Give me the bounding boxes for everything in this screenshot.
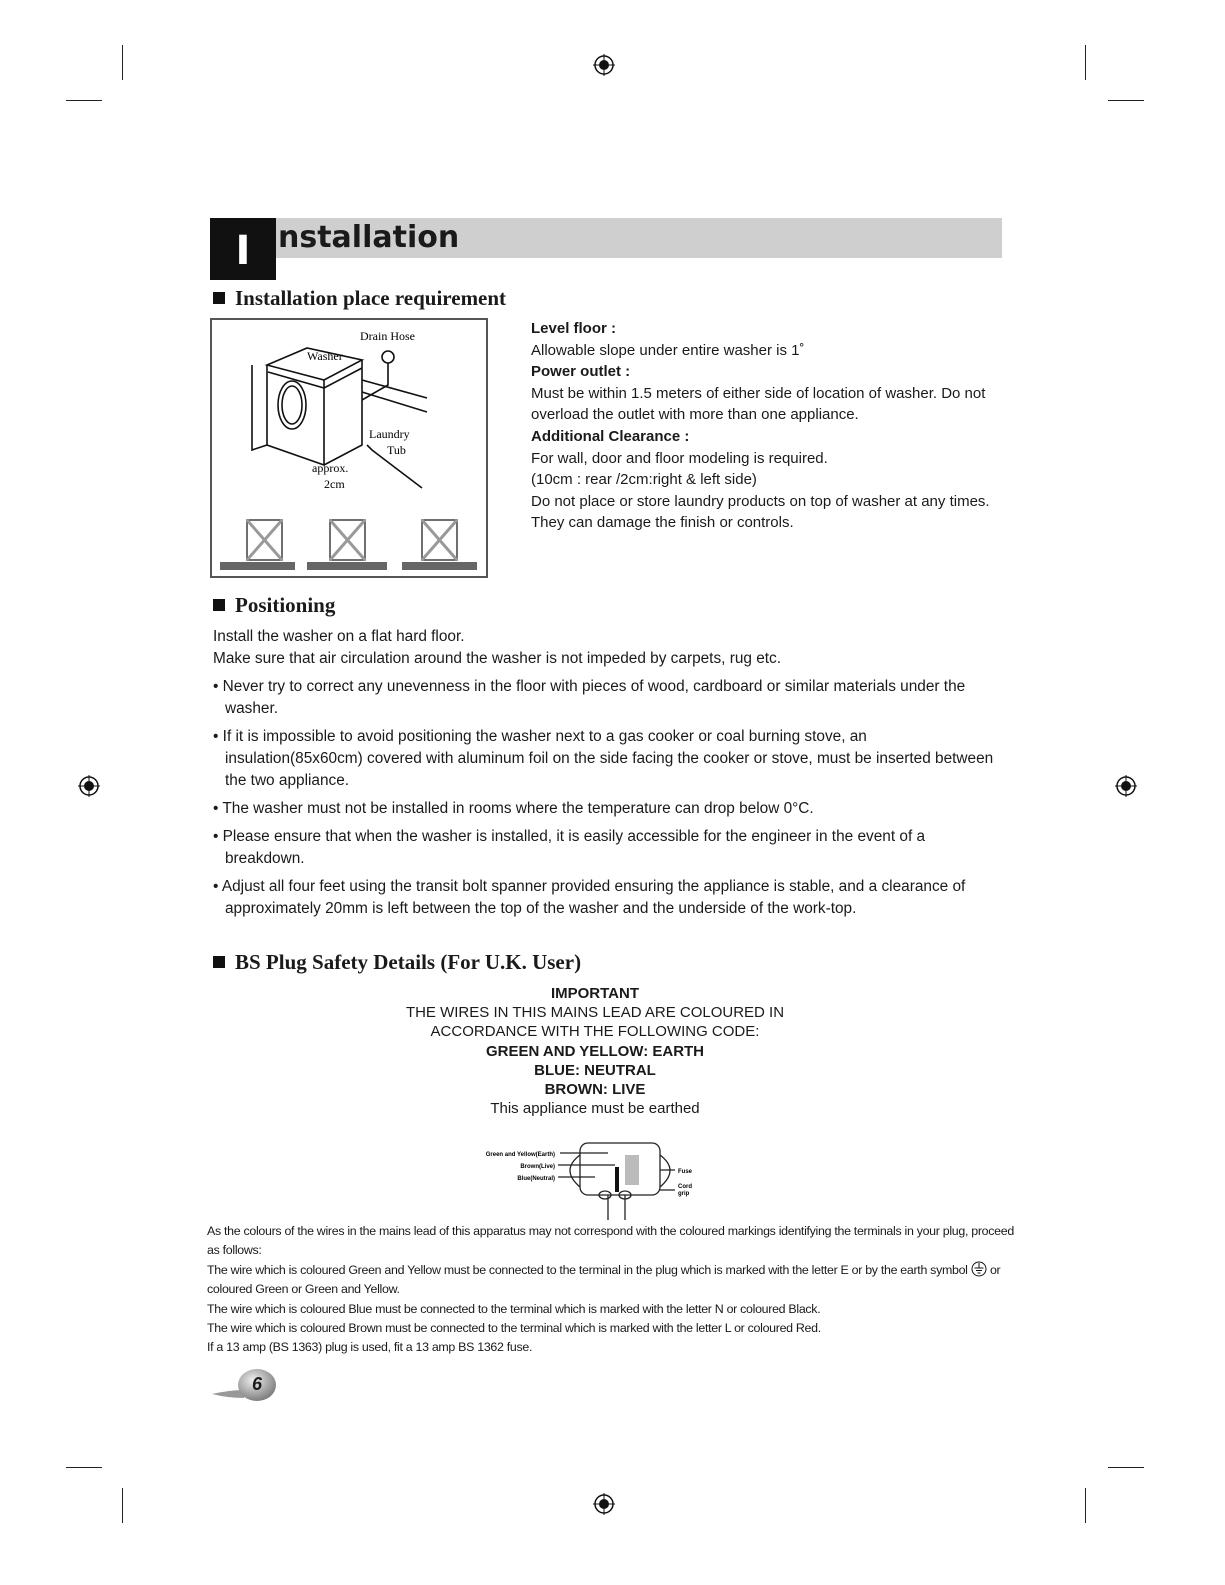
plug-diagram	[460, 1125, 710, 1220]
live-code: BROWN: LIVE	[544, 1081, 646, 1099]
req-text: (10cm : rear /2cm:right & left side)	[531, 471, 757, 489]
label-laundry: Laundry	[369, 427, 410, 441]
req-text: They can damage the finish or controls.	[531, 514, 794, 532]
label-blue: Blue(Neutral)	[517, 1176, 555, 1182]
note: As the colours of the wires in the mains lead of this apparatus may not correspond with the coloured markings identifying the terminals in your plug, proceed as follows:	[207, 1224, 1014, 1258]
crop-mark	[122, 1488, 123, 1523]
label-brown: Brown(Live)	[520, 1164, 555, 1170]
washer-illustration	[212, 320, 486, 576]
label-tub: Tub	[387, 443, 406, 457]
label-fuse: Fuse	[678, 1169, 693, 1175]
req-heading: Additional Clearance :	[531, 427, 690, 445]
important-line: THE WIRES IN THIS MAINS LEAD ARE COLOURED IN	[405, 1004, 785, 1022]
req-text: Must be within 1.5 meters of either side of location of washer. Do not overload the outlet with more than one appliance.	[531, 384, 986, 424]
important-title: IMPORTANT	[550, 985, 640, 1002]
req-text: Do not place or store laundry products on top of washer at any times.	[531, 492, 990, 510]
crop-mark	[1085, 1488, 1086, 1523]
requirements-text	[531, 318, 1001, 534]
positioning-intro: Install the washer on a flat hard floor.	[213, 628, 465, 645]
list-item: • Adjust all four feet using the transit bolt spanner provided ensuring the appliance is stable, and a clearance of approximately 20mm is left between the top of the washer and the underside of the work-top.	[213, 876, 1003, 920]
positioning-list	[213, 676, 1003, 920]
crop-mark	[66, 1467, 102, 1468]
registration-mark-icon	[78, 775, 100, 797]
earthed-note: This appliance must be earthed	[490, 1100, 700, 1118]
note: The wire which is coloured Brown must be connected to the terminal which is marked with the letter L or coloured Red.	[207, 1321, 821, 1336]
neutral-code: BLUE: NEUTRAL	[534, 1061, 656, 1079]
registration-mark-icon	[593, 54, 615, 76]
req-text: For wall, door and floor modeling is required.	[531, 449, 828, 467]
page-number-badge	[210, 1368, 278, 1402]
crop-mark	[1108, 1467, 1144, 1468]
important-line: ACCORDANCE WITH THE FOLLOWING CODE:	[430, 1023, 760, 1041]
req-heading: Level floor :	[531, 320, 617, 337]
label-2cm: 2cm	[324, 477, 345, 491]
title-initial: I	[210, 218, 276, 280]
section-heading-place: Installation place requirement	[213, 286, 506, 311]
crop-mark	[66, 100, 102, 101]
positioning-intro: Make sure that air circulation around the washer is not impeded by carpets, rug etc.	[213, 650, 782, 667]
important-notice	[300, 984, 890, 1118]
label-approx: approx.	[312, 461, 349, 475]
list-item: • Please ensure that when the washer is installed, it is easily accessible for the engineer in the event of a breakdown.	[213, 826, 1003, 870]
wiring-notes	[207, 1222, 1027, 1358]
section-heading-bs-plug: BS Plug Safety Details (For U.K. User)	[213, 950, 581, 975]
req-heading: Power outlet :	[531, 363, 631, 381]
page-number: 6	[251, 1374, 262, 1394]
label-drain-hose: Drain Hose	[360, 329, 415, 343]
list-item: • If it is impossible to avoid positioning the washer next to a gas cooker or coal burning stove, an insulation(85x60cm) covered with aluminum foil on the side facing the cooker or stove, must be inserted between the two appliance.	[213, 726, 1003, 792]
list-item: • Never try to correct any unevenness in the floor with pieces of wood, cardboard or similar materials under the washer.	[213, 676, 1003, 720]
req-text: Allowable slope under entire washer is 1˚	[531, 341, 805, 359]
label-washer: Washer	[307, 349, 343, 363]
positioning-text	[213, 626, 1003, 926]
installation-figure	[210, 318, 488, 578]
crop-mark	[1108, 100, 1144, 101]
page-title: nstallation	[278, 220, 460, 255]
note	[207, 1261, 1027, 1300]
note-text: The wire which is coloured Green and Yellow must be connected to the terminal in the plug which is marked with the letter E or by the earth symbol	[207, 1262, 968, 1277]
note: If a 13 amp (BS 1363) plug is used, fit a 13 amp BS 1362 fuse.	[207, 1340, 533, 1355]
crop-mark	[1085, 45, 1086, 80]
crop-mark	[122, 45, 123, 80]
note: The wire which is coloured Blue must be connected to the terminal which is marked with the letter N or coloured Black.	[207, 1301, 821, 1316]
registration-mark-icon	[593, 1493, 615, 1515]
earth-code: GREEN AND YELLOW: EARTH	[485, 1042, 705, 1060]
note-text: or coloured Green or Green and Yellow.	[207, 1262, 1001, 1297]
earth-symbol-icon	[971, 1261, 987, 1277]
label-cord: Cord	[678, 1184, 692, 1190]
label-green-yellow: Green and Yellow(Earth)	[485, 1152, 555, 1158]
section-heading-positioning: Positioning	[213, 593, 335, 618]
registration-mark-icon	[1115, 775, 1137, 797]
label-grip: grip	[678, 1191, 690, 1197]
list-item: • The washer must not be installed in rooms where the temperature can drop below 0°C.	[213, 798, 1003, 820]
